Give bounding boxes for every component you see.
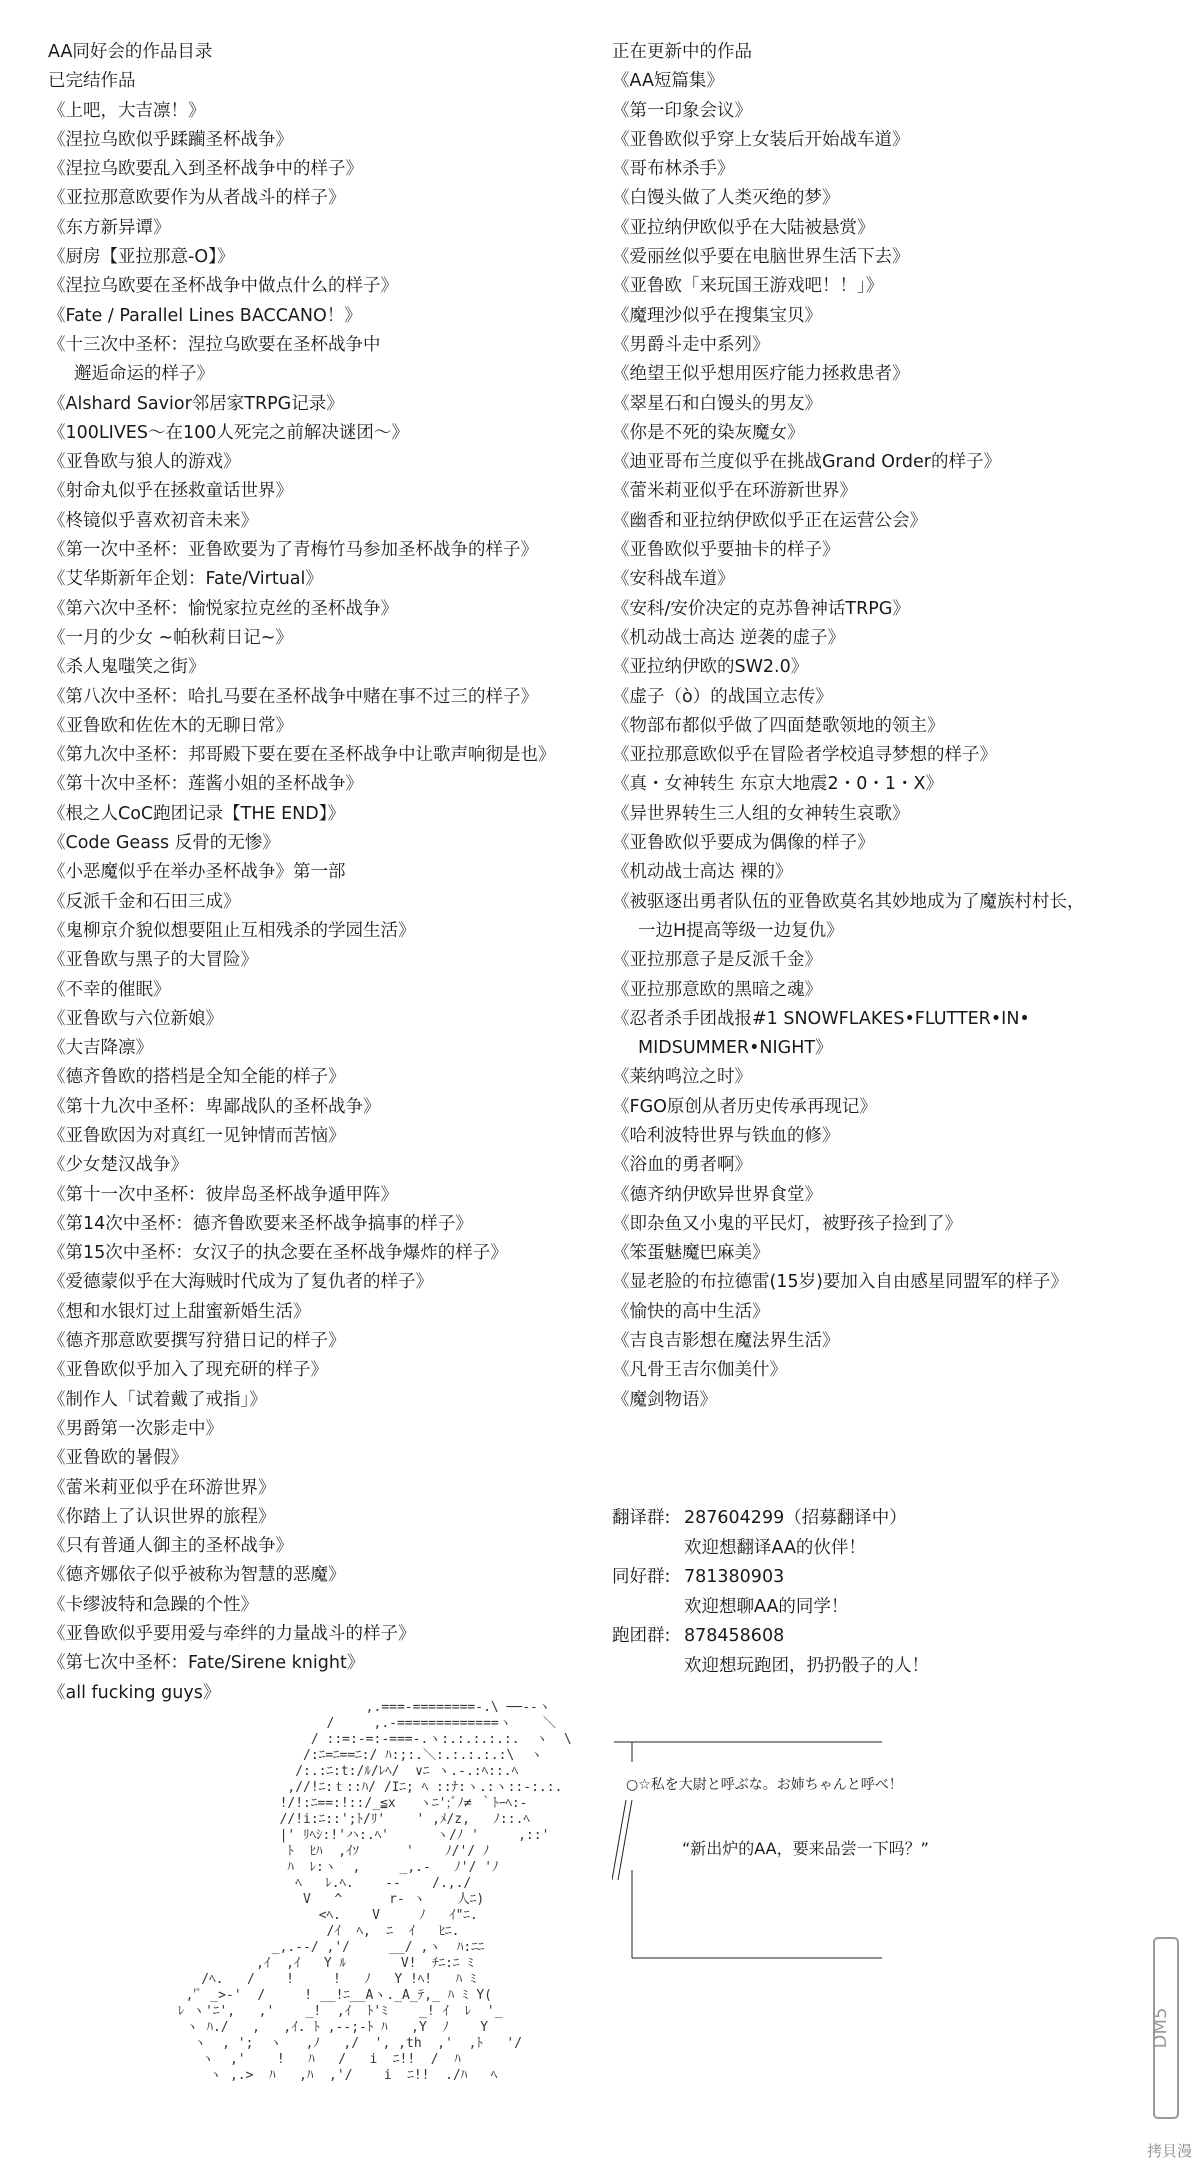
updating-work-item: 《浴血的勇者啊》 bbox=[612, 1155, 752, 1176]
fan-group-row bbox=[612, 1563, 784, 1588]
updating-work-item: 《笨蛋魅魔巴麻美》 bbox=[612, 1243, 770, 1264]
updating-work-item: 《AA短篇集》 bbox=[612, 71, 724, 92]
updating-work-item: 《亚拉那意欧的黑暗之魂》 bbox=[612, 979, 822, 1000]
updating-work-item: 《物部布都似乎做了四面楚歌领地的领主》 bbox=[612, 715, 945, 736]
updating-work-item: 《莱纳鸣泣之时》 bbox=[612, 1067, 752, 1088]
completed-work-item: 《柊镜似乎喜欢初音未来》 bbox=[48, 510, 258, 531]
updating-work-item: 《显老脸的布拉德雷(15岁)要加入自由感星同盟军的样子》 bbox=[612, 1272, 1068, 1293]
completed-work-item: 《100LIVES～在100人死完之前解决谜团～》 bbox=[48, 422, 409, 443]
updating-work-item: 《亚鲁欧似乎要成为偶像的样子》 bbox=[612, 833, 875, 854]
updating-work-item: 《蕾米莉亚似乎在环游新世界》 bbox=[612, 481, 857, 502]
dm5-logo-icon bbox=[1146, 1928, 1186, 2128]
completed-work-item: 《涅拉乌欧要在圣杯战争中做点什么的样子》 bbox=[48, 276, 398, 297]
updating-work-item: 《亚拉那意子是反派千金》 bbox=[612, 950, 822, 971]
updating-work-item: 《亚鲁欧「来玩国王游戏吧！！」》 bbox=[612, 276, 884, 297]
updating-work-item: 《爱丽丝似乎要在电脑世界生活下去》 bbox=[612, 247, 910, 268]
updating-work-item: 《白馒头做了人类灭绝的梦》 bbox=[612, 188, 840, 209]
trpg-group-welcome: 欢迎想玩跑团，扔扔骰子的人！ bbox=[684, 1656, 929, 1676]
updating-work-item: 《你是不死的染灰魔女》 bbox=[612, 422, 805, 443]
updating-work-item: 《忍者杀手团战报#1 SNOWFLAKES•FLUTTER•IN• bbox=[612, 1008, 1030, 1029]
completed-work-item: 《亚鲁欧似乎加入了现充研的样子》 bbox=[48, 1360, 328, 1381]
updating-work-item: 《迪亚哥布兰度似乎在挑战Grand Order的样子》 bbox=[612, 452, 1001, 473]
completed-work-item: 《只有普通人御主的圣杯战争》 bbox=[48, 1536, 293, 1557]
updating-work-item: 《魔理沙似乎在搜集宝贝》 bbox=[612, 305, 822, 326]
completed-works-list bbox=[48, 97, 608, 1708]
completed-work-item: 《蕾米莉亚似乎在环游世界》 bbox=[48, 1477, 276, 1498]
completed-work-item: 《一月的少女 ~帕秋莉日记~》 bbox=[48, 627, 293, 648]
dm5-watermark-logo bbox=[1146, 1928, 1186, 2128]
completed-work-item: 《反派千金和石田三成》 bbox=[48, 891, 241, 912]
completed-work-item: 《德齐鲁欧的搭档是全知全能的样子》 bbox=[48, 1067, 346, 1088]
updating-work-item: 《凡骨王吉尔伽美什》 bbox=[612, 1360, 787, 1381]
completed-section-heading: 已完结作品 bbox=[48, 71, 136, 92]
completed-works-column bbox=[48, 38, 608, 1708]
ascii-art-character: ,.===-========-.\ ──--ヽ / ,.-=============ヽ ＼ / ::=:-=:-===-.ヽ:.:.:.:.:. ヽ \ /:ﾆ=ﾆ==ﾆ:/ ﾊ:;:.＼:.:.:.:.:\ ヽ /:.:ﾆ:t:/ﾙ/ﾚﾍ/ ∨ﾆ ヽ.-.:ﾍ::.ﾍ ,//!ﾆ:ｔ::ﾊ/ /Ιﾆ; ﾍ ::ﾅ:ヽ.:ヽ::-:.:. !/!:ﾆ==:!::/_≦x ヽﾆ';ﾞﾉ≠ ｀ﾄｰﾍ:- //!i:ﾆ::';ﾄ/ﾘ' ' ,ﾒ/z, ﾉ::.ﾍ |' ﾘﾍｼ:!'ハ:.ﾍ' ヽ/ﾉ ' ,::' ﾄ ﾋﾊ ,ｲｿ ' ﾉ/'/ ﾉ ﾊ ﾚ:ヽ , _,.- ﾉ'/ 'ﾉ ﾍ ﾚ.ﾍ. ‐- /.,./ V ^ r‐ ヽ 人ﾆ) <ﾍ. V ﾉ ｲ"ﾆ. /ｲ ﾍ, ﾆ ｲ ﾋﾆ. _,.-‐/ ,'/ __/ ,ヽ ﾊ:ﾆﾆ ,ｲ ,ｲ Y ﾙ V! ﾁﾆ:ﾆ ﾐ /ﾍ. / ! ! ﾉ Y !ﾍ! ﾊ ﾐ ,'ﾟ _>-' / ! __!ﾆ__Aヽ._A_ﾃ,_ ﾊ ﾐ Y( ﾚ ヽ'ﾆ', ,' _! ,ｲ ﾄ'ﾐ _! ｲ ﾚ '_ ヽ ﾊ./ , ,ｲ. ﾄ ,-‐;-ﾄ ﾊ ,Y ﾉ Y ヽ , '; ヽ ,ﾉ ,/ ', ,th ,' ,ﾄ '/ ヽ ,' ! ﾊ / i ﾆ!! / ﾊ ヽ ,.> ﾊ ,ﾊ ,'/ i ﾆ!! ./ﾊ ﾍ bbox=[177, 1700, 572, 2083]
trpg-group-label: 跑团群: bbox=[612, 1626, 671, 1646]
completed-work-item: 《十三次中圣杯：涅拉乌欧要在圣杯战争中 bbox=[48, 334, 381, 355]
completed-work-item: 《第十次中圣杯：莲酱小姐的圣杯战争》 bbox=[48, 774, 363, 795]
updating-work-item: 《哈利波特世界与铁血的修》 bbox=[612, 1125, 840, 1146]
completed-work-item: 《卡缪波特和急躁的个性》 bbox=[48, 1594, 258, 1615]
updating-work-item: 《FGO原创从者历史传承再现记》 bbox=[612, 1096, 877, 1117]
catalog-title: AA同好会的作品目录 bbox=[48, 42, 213, 62]
trpg-group-row bbox=[612, 1622, 784, 1647]
updating-work-item: 一边H提高等级一边复仇》 bbox=[638, 920, 844, 941]
completed-work-item: 《亚拉那意欧要作为从者战斗的样子》 bbox=[48, 188, 346, 209]
completed-work-item: 《亚鲁欧的暑假》 bbox=[48, 1448, 188, 1469]
completed-work-item: 《第十一次中圣杯：彼岸岛圣杯战争遁甲阵》 bbox=[48, 1184, 398, 1205]
translation-group-welcome: 欢迎想翻译AA的伙伴！ bbox=[684, 1538, 866, 1558]
completed-work-item: 《Alshard Savior邻居家TRPG记录》 bbox=[48, 393, 344, 414]
completed-work-item: 《你踏上了认识世界的旅程》 bbox=[48, 1506, 276, 1527]
completed-work-item: 《东方新异谭》 bbox=[48, 217, 171, 238]
updating-work-item: 《愉快的高中生活》 bbox=[612, 1301, 770, 1322]
updating-work-item: 《男爵斗走中系列》 bbox=[612, 334, 770, 355]
updating-work-item: 《安科战车道》 bbox=[612, 569, 735, 590]
completed-work-item: 《杀人鬼嗤笑之街》 bbox=[48, 657, 206, 678]
completed-work-item: 《德齐那意欧要撰写狩猎日记的样子》 bbox=[48, 1331, 346, 1352]
completed-work-item: 《涅拉乌欧似乎蹂躏圣杯战争》 bbox=[48, 129, 293, 150]
updating-work-item: 《机动战士高达 裸的》 bbox=[612, 862, 793, 883]
fan-group-label: 同好群: bbox=[612, 1567, 671, 1587]
translation-group-number: 287604299（招募翻译中） bbox=[684, 1508, 907, 1528]
updating-work-item: 《亚拉那意欧似乎在冒险者学校追寻梦想的样子》 bbox=[612, 745, 997, 766]
updating-work-item: 《机动战士高达 逆袭的虚子》 bbox=[612, 627, 846, 648]
completed-work-item: 《第七次中圣杯：Fate/Sirene knight》 bbox=[48, 1653, 365, 1674]
completed-work-item: 《Fate / Parallel Lines BACCANO！》 bbox=[48, 305, 362, 326]
bottom-watermark-text: 拷貝漫 bbox=[1146, 2142, 1192, 2160]
updating-work-item: 《绝望王似乎想用医疗能力拯救患者》 bbox=[612, 364, 910, 385]
updating-work-item: 《即杂鱼又小鬼的平民灯，被野孩子捡到了》 bbox=[612, 1213, 962, 1234]
completed-work-item: 《亚鲁欧似乎要用爱与牵绊的力量战斗的样子》 bbox=[48, 1624, 416, 1645]
completed-work-item: 《制作人「试着戴了戒指」》 bbox=[48, 1389, 267, 1410]
updating-work-item: 《哥布林杀手》 bbox=[612, 159, 735, 180]
completed-work-item: 《亚鲁欧与黑子的大冒险》 bbox=[48, 950, 258, 971]
updating-work-item: 《异世界转生三人组的女神转生哀歌》 bbox=[612, 803, 910, 824]
translation-group-label: 翻译群: bbox=[612, 1508, 671, 1528]
updating-works-list bbox=[612, 67, 1172, 1415]
completed-work-item: 《鬼柳京介貌似想要阻止互相残杀的学园生活》 bbox=[48, 920, 416, 941]
fan-group-number: 781380903 bbox=[684, 1567, 785, 1587]
completed-work-item: 《第14次中圣杯：德齐鲁欧要来圣杯战争搞事的样子》 bbox=[48, 1213, 473, 1234]
completed-work-item: 《第十九次中圣杯：卑鄙战队的圣杯战争》 bbox=[48, 1096, 381, 1117]
completed-work-item: 《第一次中圣杯：亚鲁欧要为了青梅竹马参加圣杯战争的样子》 bbox=[48, 540, 538, 561]
speech-bubble bbox=[612, 1740, 929, 1960]
completed-work-item: 《小恶魔似乎在举办圣杯战争》第一部 bbox=[48, 862, 346, 883]
updating-work-item: 《被驱逐出勇者队伍的亚鲁欧莫名其妙地成为了魔族村村长， bbox=[612, 891, 1085, 912]
completed-work-item: 《不幸的催眠》 bbox=[48, 979, 171, 1000]
completed-work-item: 《射命丸似乎在拯救童话世界》 bbox=[48, 481, 293, 502]
updating-work-item: 《亚拉纳伊欧似乎在大陆被悬赏》 bbox=[612, 217, 875, 238]
translation-group-row bbox=[612, 1504, 907, 1529]
speech-chinese-text: “新出炉的AA，要来品尝一下吗？” bbox=[682, 1839, 929, 1858]
updating-work-item: 《魔剑物语》 bbox=[612, 1389, 717, 1410]
completed-work-item: 《德齐娜依子似乎被称为智慧的恶魔》 bbox=[48, 1565, 346, 1586]
completed-work-item: 《上吧，大吉凛！》 bbox=[48, 100, 206, 121]
completed-work-item: 《亚鲁欧因为对真红一见钟情而苦恼》 bbox=[48, 1125, 346, 1146]
completed-work-item: 《男爵第一次影走中》 bbox=[48, 1418, 223, 1439]
completed-work-item: 《第六次中圣杯：愉悦家拉克丝的圣杯战争》 bbox=[48, 598, 398, 619]
svg-text:DM5: DM5 bbox=[1150, 2007, 1171, 2049]
updating-work-item: 《第一印象会议》 bbox=[612, 100, 752, 121]
updating-work-item: 《幽香和亚拉纳伊欧似乎正在运营公会》 bbox=[612, 510, 927, 531]
updating-work-item: 《吉良吉影想在魔法界生活》 bbox=[612, 1331, 840, 1352]
completed-work-item: 《厨房【亚拉那意-O】》 bbox=[48, 247, 235, 268]
completed-work-item: 《涅拉乌欧要乱入到圣杯战争中的样子》 bbox=[48, 159, 363, 180]
updating-work-item: 《翠星石和白馒头的男友》 bbox=[612, 393, 822, 414]
completed-work-item: 《亚鲁欧与狼人的游戏》 bbox=[48, 452, 241, 473]
completed-work-item: 邂逅命运的样子》 bbox=[74, 364, 214, 385]
updating-work-item: 《亚拉纳伊欧的SW2.0》 bbox=[612, 657, 809, 678]
completed-work-item: 《根之人CoC跑团记录【THE END】》 bbox=[48, 803, 345, 824]
speech-japanese-text: ○☆私を大尉と呼ぶな。お姉ちゃんと呼べ！ bbox=[626, 1777, 903, 1793]
completed-work-item: 《想和水银灯过上甜蜜新婚生活》 bbox=[48, 1301, 311, 1322]
completed-work-item: 《亚鲁欧与六位新娘》 bbox=[48, 1008, 223, 1029]
updating-work-item: 《真・女神转生 东京大地震2・0・1・X》 bbox=[612, 774, 943, 795]
fan-group-welcome: 欢迎想聊AA的同学！ bbox=[684, 1597, 849, 1617]
updating-work-item: MIDSUMMER•NIGHT》 bbox=[638, 1038, 833, 1059]
completed-work-item: 《少女楚汉战争》 bbox=[48, 1155, 188, 1176]
updating-work-item: 《亚鲁欧似乎穿上女装后开始战车道》 bbox=[612, 129, 910, 150]
updating-work-item: 《安科/安价决定的克苏鲁神话TRPG》 bbox=[612, 598, 910, 619]
completed-work-item: 《大吉降凛》 bbox=[48, 1038, 153, 1059]
updating-section-heading: 正在更新中的作品 bbox=[612, 42, 752, 62]
completed-work-item: 《第八次中圣杯：哈扎马要在圣杯战争中赌在事不过三的样子》 bbox=[48, 686, 538, 707]
updating-work-item: 《德齐纳伊欧异世界食堂》 bbox=[612, 1184, 822, 1205]
trpg-group-number: 878458608 bbox=[684, 1626, 785, 1646]
completed-work-item: 《all fucking guys》 bbox=[48, 1682, 221, 1703]
completed-work-item: 《爱德蒙似乎在大海贼时代成为了复仇者的样子》 bbox=[48, 1272, 433, 1293]
completed-work-item: 《艾华斯新年企划：Fate/Virtual》 bbox=[48, 569, 323, 590]
completed-work-item: 《亚鲁欧和佐佐木的无聊日常》 bbox=[48, 715, 293, 736]
updating-works-column bbox=[612, 38, 1172, 1415]
completed-work-item: 《第九次中圣杯：邦哥殿下要在要在圣杯战争中让歌声响彻是也》 bbox=[48, 745, 556, 766]
updating-work-item: 《亚鲁欧似乎要抽卡的样子》 bbox=[612, 540, 840, 561]
completed-work-item: 《Code Geass 反骨的无惨》 bbox=[48, 833, 280, 854]
completed-work-item: 《第15次中圣杯：女汉子的执念要在圣杯战争爆炸的样子》 bbox=[48, 1243, 508, 1264]
updating-work-item: 《虚子（ò）的战国立志传》 bbox=[612, 686, 833, 707]
